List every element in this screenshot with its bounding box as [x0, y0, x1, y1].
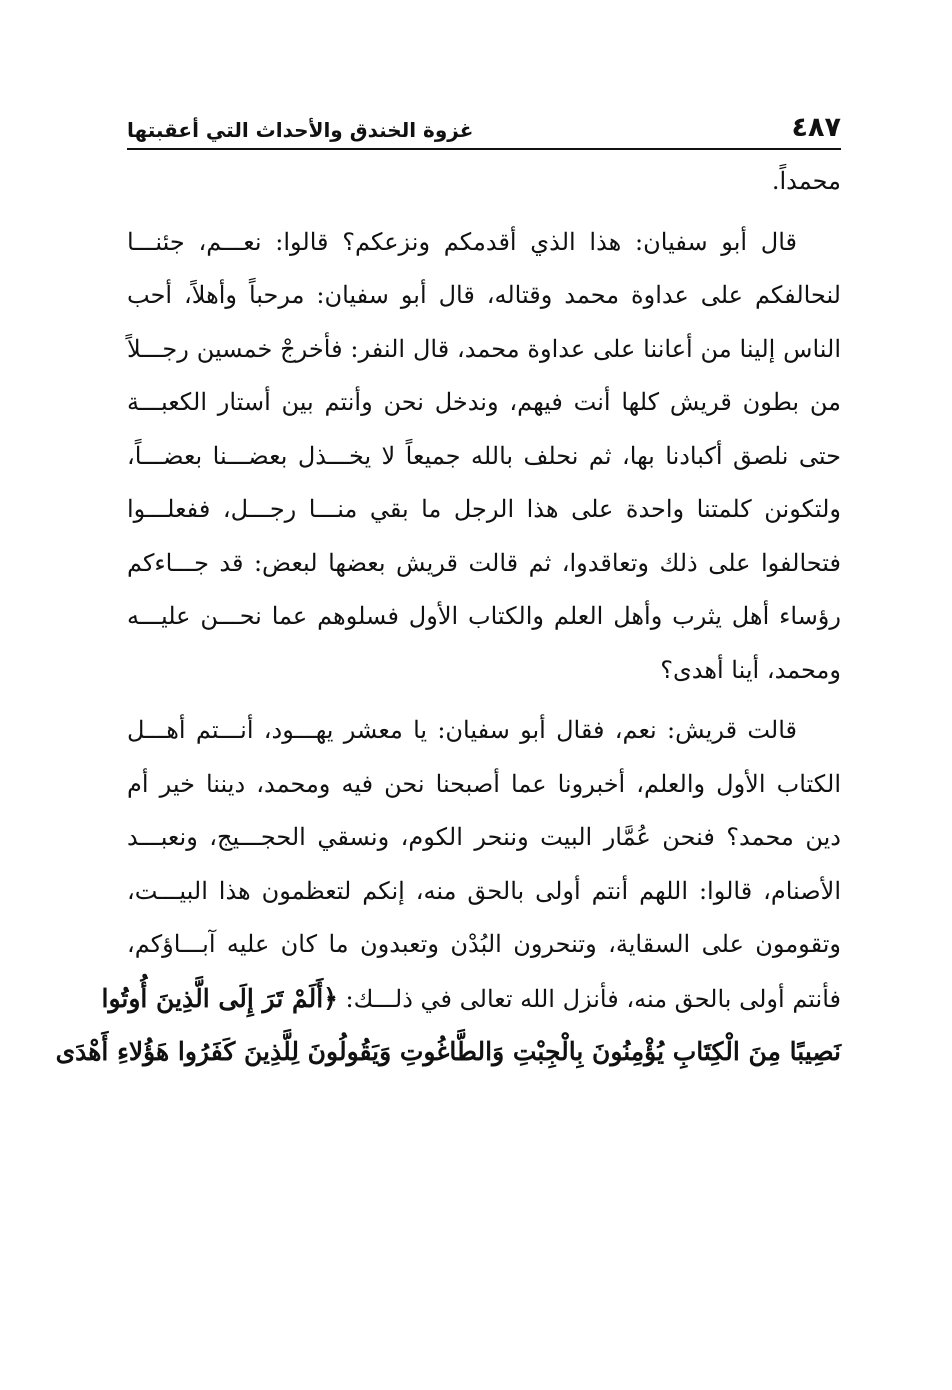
- quran-verse: ﴿أَلَمْ تَرَ إِلَى الَّذِينَ أُوتُوا: [101, 983, 338, 1013]
- text-line: الكتاب الأول والعلم، أخبرونا عما أصبحنا نحن فيه ومحمد، ديننا خير أم: [127, 769, 841, 798]
- text-span: فأنتم أولى بالحق منه، فأنزل الله تعالى في ذلـــك:: [345, 984, 841, 1013]
- text-line: حتى نلصق أكبادنا بها، ثم نحلف بالله جميعاً لا يخـــذل بعضـــنا بعضـــاً،: [127, 441, 841, 470]
- text-line: من بطون قريش كلها أنت فيهم، وندخل نحن وأنتم بين أستار الكعبـــة: [127, 388, 841, 416]
- text-line: قال أبو سفيان: هذا الذي أقدمكم ونزعكم؟ قالوا: نعـــم، جئنـــا: [127, 227, 798, 256]
- text-line: محمداً.: [771, 167, 841, 195]
- text-line: وتقومون على السقاية، وتنحرون البُدْن وتعبدون ما كان عليه آبـــاؤكم،: [127, 930, 841, 958]
- text-line: لنحالفكم على عداوة محمد وقتاله، قال أبو سفيان: مرحباً وأهلاً، أحب: [127, 281, 841, 309]
- text-line: ومحمد، أينا أهدى؟: [660, 655, 841, 684]
- page-number: ٤٨٧: [791, 112, 841, 143]
- running-title: غزوة الخندق والأحداث التي أعقبتها: [127, 118, 474, 142]
- text-line: قالت قريش: نعم، فقال أبو سفيان: يا معشر يهـــود، أنـــتم أهـــل: [127, 716, 797, 744]
- text-line: دين محمد؟ فنحن عُمَّار البيت وننحر الكوم، ونسقي الحجـــيج، ونعبـــد: [127, 823, 841, 851]
- text-line-with-quran: [101, 972, 841, 1026]
- text-line: رؤساء أهل يثرب وأهل العلم والكتاب الأول فسلوهم عما نحـــن عليـــه: [127, 602, 841, 630]
- page-header: [127, 108, 841, 150]
- text-line: ولتكونن كلمتنا واحدة على هذا الرجل ما بقي منـــا رجـــل، ففعلـــوا: [127, 495, 841, 523]
- text-line: فتحالفوا على ذلك وتعاقدوا، ثم قالت قريش بعضها لبعض: قد جـــاءكم: [127, 548, 841, 577]
- quran-verse-line: نَصِيبًا مِنَ الْكِتَابِ يُؤْمِنُونَ بِالْجِبْتِ وَالطَّاغُوتِ وَيَقُولُونَ لِلَّذِينَ كَفَرُوا هَؤُلاءِ أَهْدَى: [55, 1037, 841, 1066]
- text-line: الأصنام، قالوا: اللهم أنتم أولى بالحق منه، إنكم لتعظمون هذا البيـــت،: [127, 876, 842, 905]
- body-text: [55, 155, 842, 1079]
- text-line: الناس إلينا من أعاننا على عداوة محمد، قال النفر: فأخرجْ خمسين رجـــلاً: [127, 334, 841, 363]
